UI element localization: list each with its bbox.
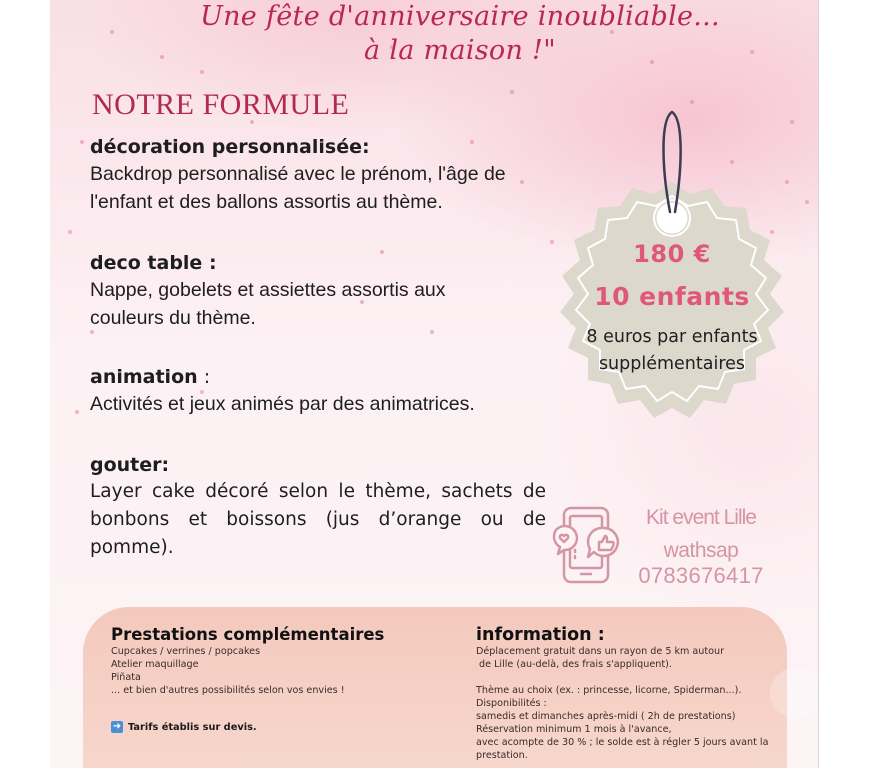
price-children-count: 10 enfants xyxy=(594,282,750,311)
information-line: avec acompte de 30 % ; le solde est à régler 5 jours avant la xyxy=(476,737,769,748)
info-box xyxy=(83,607,787,768)
information-line: de Lille (au-delà, des frais s'appliquent). xyxy=(476,659,672,670)
information-heading: information : xyxy=(476,625,605,645)
item-text: Layer cake décoré selon le thème, sachets de bonbons et boissons (jus d’orange ou de pomme). xyxy=(90,481,546,558)
information-section xyxy=(476,625,776,762)
watermark-decoration xyxy=(770,668,819,718)
item-colon: : xyxy=(197,366,211,388)
item-line: l'enfant et des ballons assortis au thème. xyxy=(90,191,443,213)
page-title xyxy=(180,0,740,68)
information-line: Déplacement gratuit dans un rayon de 5 km autour xyxy=(476,646,725,657)
item-label-row xyxy=(90,364,550,390)
item-line: Nappe, gobelets et assiettes assortis aux xyxy=(90,279,446,301)
title-line-1: Une fête d'anniversaire inoubliable... xyxy=(200,1,720,32)
complementary-heading: Prestations complémentaires xyxy=(111,625,385,644)
complementary-item: Piñata xyxy=(111,672,141,683)
information-line: Réservation minimum 1 mois à l'avance, xyxy=(476,724,672,735)
information-line: Thème au choix (ex. : princesse, licorne, Spiderman...). xyxy=(476,685,742,696)
right-arrow-icon: ➜ xyxy=(112,721,122,732)
contact-name: Kit event Lille xyxy=(646,506,756,529)
contact-channel: wathsap xyxy=(663,539,739,562)
complementary-item: ... et bien d'autres possibilités selon vos envies ! xyxy=(111,685,345,696)
price-amount: 180 € xyxy=(633,240,711,268)
price-extra-line-2: supplémentaires xyxy=(598,354,746,374)
complementary-item: Atelier maquillage xyxy=(111,659,199,670)
item-label: animation xyxy=(90,366,198,388)
contact-text xyxy=(626,502,776,588)
item-line: Backdrop personnalisé avec le prénom, l'âge de xyxy=(90,163,506,185)
information-line: prestation. xyxy=(476,750,528,761)
formule-item-animation xyxy=(90,364,550,418)
contact-block xyxy=(552,502,782,592)
price-tag xyxy=(542,90,802,430)
item-line: couleurs du thème. xyxy=(90,307,256,329)
information-line: samedis et dimanches après-midi ( 2h de prestations) xyxy=(476,711,736,722)
flyer-page xyxy=(50,0,819,768)
price-extra xyxy=(542,324,802,378)
formule-heading: NOTRE FORMULE xyxy=(92,88,350,121)
item-label-row xyxy=(90,250,550,276)
smartphone-social-icon xyxy=(552,506,626,586)
formule-item-gouter xyxy=(90,452,550,562)
quote-note xyxy=(111,721,441,733)
item-label: deco table xyxy=(90,252,203,274)
formule-item-decoration xyxy=(90,134,550,216)
information-line: Disponibilités : xyxy=(476,698,547,709)
quote-note-text: Tarifs établis sur devis. xyxy=(128,721,257,733)
complementary-item: Cupcakes / verrines / popcakes xyxy=(111,646,261,657)
title-line-2: à la maison !" xyxy=(364,35,556,66)
item-label: gouter: xyxy=(90,454,170,476)
item-colon: : xyxy=(202,252,217,274)
complementary-section xyxy=(111,625,441,733)
item-line: Activités et jeux animés par des animatrices. xyxy=(90,393,475,415)
contact-phone[interactable]: 0783676417 xyxy=(638,563,764,588)
formule-item-deco-table xyxy=(90,250,550,332)
price-extra-line-1: 8 euros par enfants xyxy=(586,327,758,347)
item-label: décoration personnalisée: xyxy=(90,136,370,158)
